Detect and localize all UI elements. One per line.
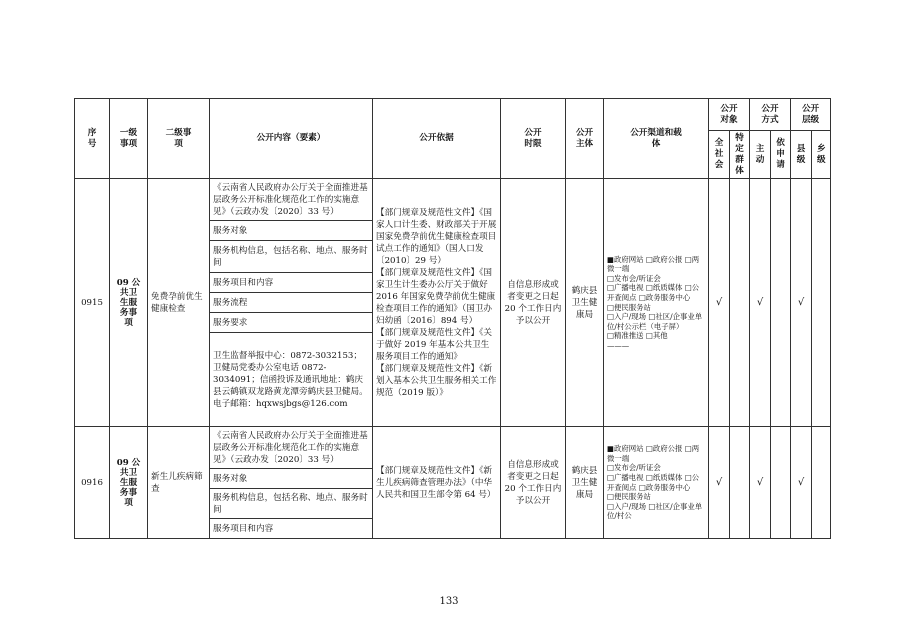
row-seq: 0915 <box>75 179 110 427</box>
header-mode-active: 主动 <box>750 131 771 179</box>
content-item: 服务对象 <box>210 469 373 489</box>
header-mode-request: 依申请 <box>771 131 791 179</box>
content-item: 服务项目和内容 <box>210 273 373 293</box>
check-mode-request <box>771 179 791 427</box>
content-item: 服务项目和内容 <box>210 519 373 539</box>
content-item: 服务流程 <box>210 293 373 313</box>
row-seq: 0916 <box>75 427 110 539</box>
channel-line: ——— <box>607 340 630 350</box>
row-basis <box>373 427 501 539</box>
row-time-limit: 自信息形成或者变更之日起 20 个工作日内予以公开 <box>501 427 566 539</box>
header-mode-group: 公开方式 <box>750 99 791 131</box>
basis-line: 【部门规章及规范性文件】《新划入基本公共卫生服务相关工作规范（2019 版）》 <box>376 363 497 398</box>
row-time-limit: 自信息形成或者变更之日起 20 个工作日内予以公开 <box>501 179 566 427</box>
check-mode-active: √ <box>750 179 771 427</box>
basis-line: 【部门规章及规范性文件】《关于做好 2019 年基本公共卫生服务项目工作的通知》 <box>376 327 493 362</box>
header-subject: 公开主体 <box>566 99 604 179</box>
header-level-township: 乡级 <box>812 131 831 179</box>
channel-line: □便民服务站 <box>607 302 651 312</box>
check-object-public: √ <box>709 427 730 539</box>
check-level-county: √ <box>791 427 812 539</box>
header-time-limit: 公开时限 <box>501 99 566 179</box>
header-channels: 公开渠道和载体 <box>604 99 709 179</box>
channel-line: □精准推送 □其他 <box>607 331 668 341</box>
header-level2: 二级事项 <box>148 99 210 179</box>
content-item: 服务机构信息，包括名称、地点、服务时间 <box>210 241 373 273</box>
header-level-group: 公开层级 <box>791 99 831 131</box>
check-level-township <box>812 179 831 427</box>
channel-line: □广播电视 □纸质媒体 □公开查阅点 □政务服务中心 <box>607 472 700 492</box>
page-number: 133 <box>439 596 459 607</box>
content-item: 服务机构信息，包括名称、地点、服务时间 <box>210 489 373 519</box>
row-level1: 09 公共卫生服务事项 <box>110 179 148 427</box>
content-item: 服务要求 <box>210 313 373 333</box>
check-mode-active: √ <box>750 427 771 539</box>
row-subject: 鹤庆县卫生健康局 <box>566 427 604 539</box>
row-basis <box>373 179 501 427</box>
disclosure-table <box>74 98 831 539</box>
content-item: 《云南省人民政府办公厅关于全面推进基层政务公开标准化规范化工作的实施意见》（云政办发〔2020〕33 号） <box>210 427 373 469</box>
row-channels <box>604 179 709 427</box>
header-basis: 公开依据 <box>373 99 501 179</box>
row-subject: 鹤庆县卫生健康局 <box>566 179 604 427</box>
table-row <box>75 427 831 469</box>
channel-line: □广播电视 □纸质媒体 □公开查阅点 □政务服务中心 <box>607 283 700 302</box>
channel-line: □便民服务站 <box>607 492 651 502</box>
channel-line: □发布会/听证会 <box>607 463 661 473</box>
header-content: 公开内容（要素） <box>210 99 373 179</box>
header-level-county: 县级 <box>791 131 812 179</box>
header-object-group: 公开对象 <box>709 99 750 131</box>
header-level1: 一级事项 <box>110 99 148 179</box>
channel-line: ■政府网站 □政府公报 □两微一端 <box>607 254 700 274</box>
check-level-township <box>812 427 831 539</box>
channel-line: ■政府网站 □政府公报 □两微一端 <box>607 444 700 463</box>
row-level2: 新生儿疾病筛查 <box>148 427 210 539</box>
header-object-specific: 特定群体 <box>730 131 750 179</box>
check-object-specific <box>730 179 750 427</box>
channel-line: □入户/现场 □社区/企事业单位/村公示栏（电子屏） <box>607 312 703 331</box>
channel-line: □入户/现场 □社区/企事业单位/村公 <box>607 501 703 521</box>
check-object-public: √ <box>709 179 730 427</box>
header-seq: 序号 <box>75 99 110 179</box>
check-mode-request <box>771 427 791 539</box>
table-row <box>75 179 831 221</box>
content-item: 服务对象 <box>210 221 373 241</box>
row-channels <box>604 427 709 539</box>
check-level-county: √ <box>791 179 812 427</box>
basis-line: 【部门规章及规范性文件】《国家卫生计生委办公厅关于做好 2016 年国家免费孕前优生健康检查项目工作的通知》（国卫办妇幼函〔2016〕894 号） <box>376 267 496 326</box>
row-level2: 免费孕前优生健康检查 <box>148 179 210 427</box>
row-level1: 09 公共卫生服务事项 <box>110 427 148 539</box>
content-item: 卫生监督举报中心：0872-3032153；卫健局党委办公室电话 0872-3034091；信函投诉及通讯地址：鹤庆县云鹤镇双龙路黄龙潭旁鹤庆县卫健局。电子邮箱：hqxwsjbgs@126.com <box>210 333 373 427</box>
header-object-public: 全社会 <box>709 131 730 179</box>
check-object-specific <box>730 427 750 539</box>
basis-line: 【部门规章及规范性文件】《国家人口计生委、财政部关于开展国家免费孕前优生健康检查项目试点工作的通知》（国人口发〔2010〕29 号） <box>376 207 497 266</box>
header-row-1 <box>75 99 831 131</box>
content-item: 《云南省人民政府办公厅关于全面推进基层政务公开标准化规范化工作的实施意见》（云政办发〔2020〕33 号） <box>210 179 373 221</box>
basis-line: 【部门规章及规范性文件】《新生儿疾病筛查管理办法》（中华人民共和国卫生部令第 64 号） <box>376 465 496 500</box>
channel-line: □发布会/听证会 <box>607 273 661 283</box>
